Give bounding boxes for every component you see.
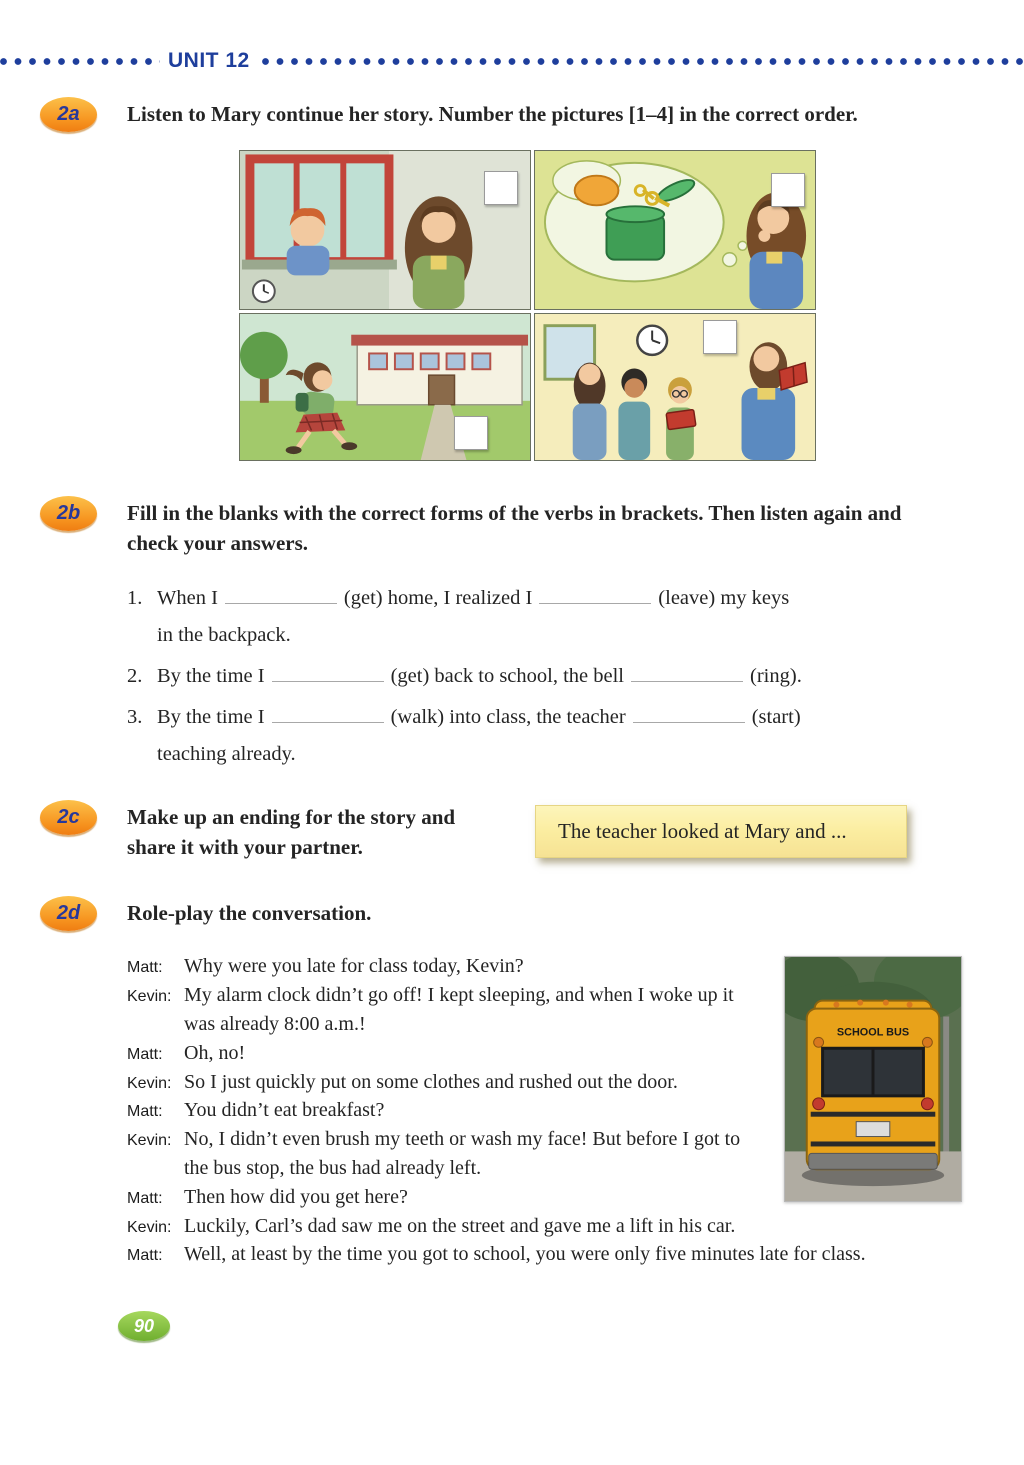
speaker-label: Kevin:	[127, 1218, 172, 1236]
fib-text: By the time I	[157, 665, 265, 688]
dialogue-text: Oh, no!	[184, 1041, 246, 1064]
classroom-illustration	[535, 314, 815, 460]
dialogue-text: So I just quickly put on some clothes and rushed out the door.	[184, 1070, 678, 1093]
fill-blank[interactable]	[631, 661, 743, 683]
fib-text: (get) back to school, the bell	[390, 665, 625, 688]
fib-text: (leave) my keys	[658, 587, 790, 610]
dialogue-text: Luckily, Carl’s dad saw me on the street and gave me a lift in his car.	[184, 1214, 736, 1237]
dialogue-text: Why were you late for class today, Kevin?	[184, 955, 524, 978]
picture-panel-4	[534, 313, 816, 461]
answer-box-3[interactable]	[454, 416, 488, 450]
speaker-label: Matt:	[127, 1189, 163, 1207]
dotted-line-left	[0, 58, 160, 65]
section-2b-instruction: Fill in the blanks with the correct forms of the verbs in brackets. Then listen again and check your answers.	[127, 500, 902, 555]
section-2a	[0, 100, 1024, 461]
dialogue-text: You didn’t eat breakfast?	[184, 1099, 385, 1122]
dialogue-text: Then how did you get here?	[184, 1185, 408, 1208]
picture-panel-2	[534, 150, 816, 310]
fib-text-wrap: in the backpack.	[157, 624, 291, 647]
fill-blank[interactable]	[539, 583, 651, 605]
speaker-label: Matt:	[127, 1045, 163, 1063]
section-2b	[0, 499, 1024, 773]
fib-text: (get) home, I realized I	[343, 587, 533, 610]
school-bus-photo	[784, 956, 962, 1202]
item-number: 3.	[127, 706, 143, 729]
fib-item-2	[127, 658, 939, 695]
section-2b-badge: 2b	[40, 496, 97, 531]
fib-item-3	[127, 699, 939, 773]
section-2c-badge: 2c	[40, 800, 97, 835]
speaker-label: Kevin:	[127, 1074, 172, 1092]
fill-blank[interactable]	[272, 661, 384, 683]
fill-in-blanks-list	[127, 580, 966, 772]
section-2d-badge: 2d	[40, 896, 97, 931]
dialogue-block	[127, 952, 966, 1269]
speaker-label: Kevin:	[127, 1132, 172, 1150]
fib-text: By the time I	[157, 706, 265, 729]
picture-grid	[239, 150, 819, 461]
speaker-label: Kevin:	[127, 988, 172, 1006]
fib-text: When I	[157, 587, 218, 610]
item-number: 1.	[127, 587, 143, 610]
dotted-line-right	[262, 58, 1024, 65]
picture-panel-3	[239, 313, 531, 461]
section-2c-instruction: Make up an ending for the story and share it with your partner.	[127, 804, 456, 859]
fib-text: (start)	[751, 706, 801, 729]
dialogue-text: Well, at least by the time you got to school, you were only five minutes late for class.	[184, 1243, 866, 1266]
school-bus-illustration	[785, 957, 961, 1201]
fib-item-1	[127, 580, 939, 654]
dialogue-text: No, I didn’t even brush my teeth or wash my face! But before I got to the bus stop, the bus had already left.	[184, 1128, 741, 1179]
section-2c	[0, 803, 1024, 863]
speaker-label: Matt:	[127, 959, 163, 977]
answer-box-2[interactable]	[771, 173, 805, 207]
dialogue-text: My alarm clock didn’t go off! I kept sleeping, and when I woke up it was already 8:00 a.m.!	[184, 984, 734, 1035]
section-2d-instruction: Role-play the conversation.	[127, 900, 372, 925]
speaker-label: Matt:	[127, 1247, 163, 1265]
fib-text: (walk) into class, the teacher	[390, 706, 626, 729]
dialogue-line	[127, 1212, 966, 1241]
section-2a-badge: 2a	[40, 97, 97, 132]
fill-blank[interactable]	[633, 702, 745, 724]
answer-box-4[interactable]	[703, 320, 737, 354]
section-2a-instruction: Listen to Mary continue her story. Number the pictures [1–4] in the correct order.	[127, 102, 858, 126]
school-bus-sign-text: SCHOOL BUS	[836, 1026, 910, 1039]
story-prompt-box: The teacher looked at Mary and ...	[535, 805, 907, 858]
item-number: 2.	[127, 665, 143, 688]
unit-label: UNIT 12	[168, 49, 250, 72]
fib-text-wrap: teaching already.	[157, 743, 296, 765]
section-2d	[0, 899, 1024, 1270]
unit-header-rule	[0, 50, 1024, 72]
dialogue-line	[127, 1240, 966, 1269]
fill-blank[interactable]	[225, 583, 337, 605]
page-number-badge: 90	[118, 1311, 170, 1341]
fill-blank[interactable]	[272, 702, 384, 724]
speaker-label: Matt:	[127, 1103, 163, 1121]
answer-box-1[interactable]	[484, 171, 518, 205]
fib-text: (ring).	[750, 665, 802, 688]
picture-panel-1	[239, 150, 531, 310]
